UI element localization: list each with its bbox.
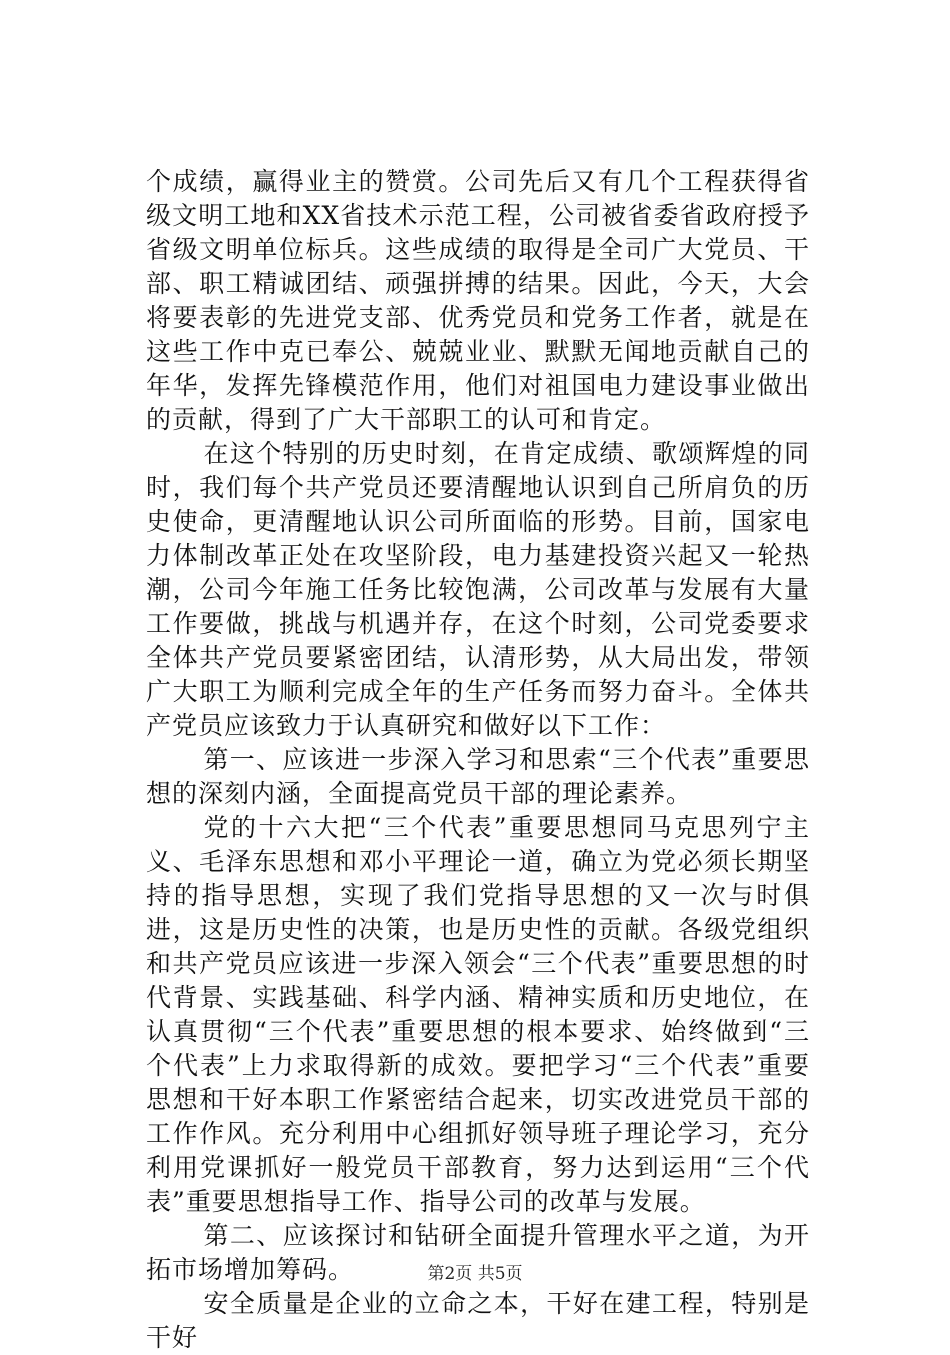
paragraph-first-point: 第一、应该进一步深入学习和思索“三个代表”重要思想的深刻内涵，全面提高党员干部的理论素养。 [146,745,810,808]
paragraph-second-point: 第二、应该探讨和钻研全面提升管理水平之道，为开拓市场增加筹码。 [146,1221,810,1284]
paragraph-safety-quality: 安全质量是企业的立命之本，干好在建工程，特别是干好 [146,1289,810,1352]
paragraph-sixteenth-congress: 党的十六大把“三个代表”重要思想同马克思列宁主义、毛泽东思想和邓小平理论一道，确立为党必须长期坚持的指导思想，实现了我们党指导思想的又一次与时俱进，这是历史性的决策，也是历史性的贡献。各级党组织和共产党员应该进一步深入领会“三个代表”重要思想的时代背景、实践基础、科学内涵、精神实质和历史地位，在认真贯彻“三个代表”重要思想的根本要求、始终做到“三个代表”上力求取得新的成效。要把学习“三个代表”重要思想和干好本职工作紧密结合起来，切实改进党员干部的工作作风。充分利用中心组抓好领导班子理论学习，充分利用党课抓好一般党员干部教育，努力达到运用“三个代表”重要思想指导工作、指导公司的改革与发展。 [146,813,810,1216]
page-number-footer: 第2页 共5页 [427,1264,523,1284]
paragraph-continuation: 个成绩，赢得业主的赞赏。公司先后又有几个工程获得省级文明工地和XX省技术示范工程，公司被省委省政府授予省级文明单位标兵。这些成绩的取得是全司广大党员、干部、职工精诚团结、顽强拼搏的结果。因此，今天，大会将要表彰的先进党支部、优秀党员和党务工作者，就是在这些工作中克已奉公、兢兢业业、默默无闻地贡献自己的年华，发挥先锋模范作用，他们对祖国电力建设事业做出的贡献，得到了广大干部职工的认可和肯定。 [146,167,810,434]
document-body [146,165,810,1355]
paragraph-historic-moment: 在这个特别的历史时刻，在肯定成绩、歌颂辉煌的同时，我们每个共产党员还要清醒地认识到自己所肩负的历史使命，更清醒地认识公司所面临的形势。目前，国家电力体制改革正处在攻坚阶段，电力基建投资兴起又一轮热潮，公司今年施工任务比较饱满，公司改革与发展有大量工作要做，挑战与机遇并存，在这个时刻，公司党委要求全体共产党员要紧密团结，认清形势，从大局出发，带领广大职工为顺利完成全年的生产任务而努力奋斗。全体共产党员应该致力于认真研究和做好以下工作： [146,439,810,740]
